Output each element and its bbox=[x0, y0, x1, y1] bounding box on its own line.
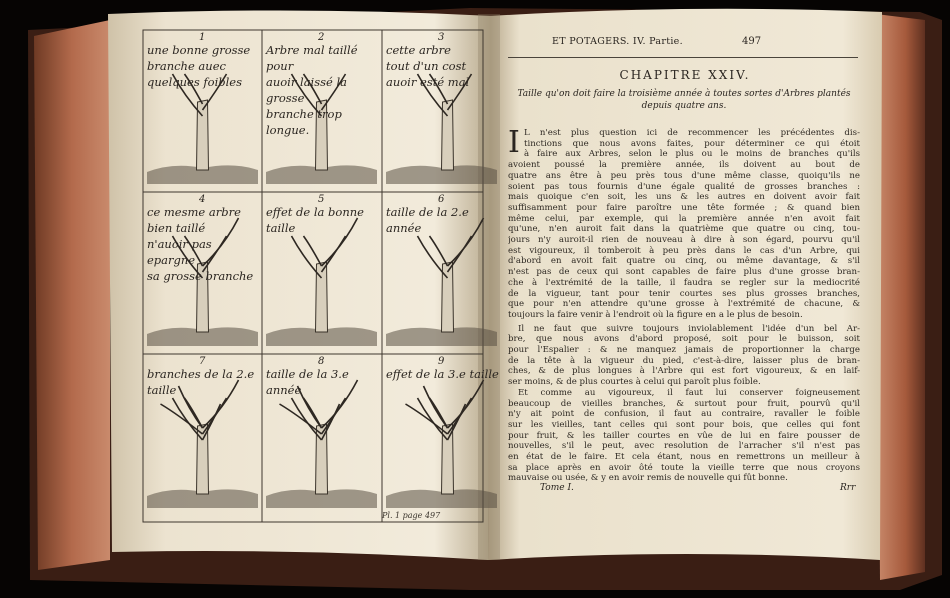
text-line: L n'est plus question ici de recommencer les précédentes dis- bbox=[524, 128, 860, 138]
figure-number: 1 bbox=[199, 32, 206, 43]
text-line: sur les vieilles, tant celles qui sont pour bois, que celles qui font bbox=[508, 419, 860, 430]
text-line: en état de le faire. Et cela étant, nous en remettrons un meilleur à bbox=[508, 452, 860, 462]
figure-caption: taille de la 2.e année bbox=[386, 205, 469, 235]
header-rule bbox=[508, 57, 858, 58]
text-line: bre, que nous avons d'abord proposé, soit pour le buisson, soit bbox=[508, 334, 860, 345]
figure-caption: effet de la bonne taille bbox=[266, 205, 364, 235]
plate-figure bbox=[382, 30, 501, 192]
text-line: sa place après en avoir ôté toute la vieille terre que nous croyons bbox=[508, 462, 860, 473]
left-page-edges bbox=[34, 20, 110, 570]
plate-figure bbox=[143, 354, 262, 516]
text-line: avoient poussé la première année, ils doivent au bout de bbox=[508, 160, 860, 171]
plate-figure bbox=[382, 192, 501, 354]
figure-number: 3 bbox=[438, 32, 445, 43]
text-line: même celui, par exemple, qui la première année n'en avoit fait bbox=[508, 213, 860, 224]
plate-figure bbox=[382, 354, 501, 516]
chapter-subtitle: Taille qu'on doit faire la troisième année à toutes sortes d'Arbres plantés depuis quatre ans. bbox=[517, 89, 851, 111]
figure-caption: une bonne grosse branche auec quelques foibles bbox=[147, 43, 251, 89]
text-line: suffisamment pour faire paroître une tête formée ; & quand bien bbox=[508, 202, 860, 213]
text-line: n'y ait point de confusion, il faut au contraire, ravaller le foible bbox=[508, 409, 860, 420]
text-line: tinctions que nous avons faites, pour déterminer ce qui étoit bbox=[524, 138, 860, 149]
right-page-edges bbox=[876, 14, 925, 580]
plate-figure bbox=[262, 30, 381, 192]
figure-caption: branches de la 2.e taille bbox=[147, 367, 255, 397]
text-line: ser moins, & de plus courtes à celui qui paroît plus foible. bbox=[508, 377, 761, 388]
text-line: Et comme au vigoureux, il faut lui conserver foigneusement bbox=[518, 387, 860, 398]
text-line: jours n'y auroit-il rien de nouveau à dire à son égard, pourvu qu'il bbox=[508, 235, 860, 245]
text-line: mauvaise ou usée, & y en avoir remis de nouvelle qui fût bonne. bbox=[508, 473, 788, 484]
text-line: d'abord en avoit fait quatre ou cinq, ou même davantage, & s'il bbox=[508, 256, 860, 267]
figure-number: 9 bbox=[438, 356, 445, 367]
chapter-title: CHAPITRE XXIV. bbox=[619, 68, 751, 82]
figure-number: 6 bbox=[438, 194, 445, 205]
volume-signature: Tome I. bbox=[540, 483, 574, 493]
text-line: beaucoup de vieilles branches, & surtout pour fruit, pourvû qu'il bbox=[508, 398, 860, 409]
text-line: qu'une, n'en auroit fait dans la quatrième que quatre ou cinq, tou- bbox=[508, 224, 860, 235]
figure-caption: Arbre mal taillé pour auoir laissé la grosse branche trop longue. bbox=[266, 43, 358, 137]
text-line: à faire aux Arbres, selon le plus ou le moins de branches qu'ils bbox=[524, 149, 860, 160]
plate-figure bbox=[143, 192, 262, 354]
figure-caption: taille de la 3.e année bbox=[266, 367, 349, 397]
gathering-signature: Rrr bbox=[840, 483, 856, 493]
text-line: de la tête à la vigueur du pied, c'est-à-dire, laisser plus de bran- bbox=[508, 355, 860, 366]
text-line: pour l'Espalier : & ne manquez jamais de proportionner la charge bbox=[508, 345, 860, 355]
text-line: pour fruit, & les tailler courtes en vûe de lui en faire pousser de bbox=[508, 430, 860, 441]
text-line: toujours la faire venir à l'endroit où la figure en a le plus de besoin. bbox=[508, 309, 803, 320]
text-line: de la vigueur, tant pour tenir courtes ses plus grosses branches, bbox=[508, 288, 860, 299]
text-line: ches, & de plus longues à l'Arbre qui est fort vigoureux, & en laif- bbox=[508, 366, 860, 377]
text-line: mais quoique c'en soit, les uns & les autres en doivent avoir fait bbox=[508, 192, 860, 203]
figure-caption: effet de la 3.e taille bbox=[386, 367, 499, 381]
figure-caption: cette arbre tout d'un cost auoir esté mal bbox=[386, 43, 470, 89]
figure-number: 2 bbox=[318, 32, 325, 43]
drop-capital: I bbox=[508, 125, 520, 160]
text-line: soient pas tous fournis d'une égale qualité de grosses branches : bbox=[508, 181, 860, 192]
text-line: est vigoureux, il tomberoit à peu près dans le cas d'un Arbre, qui bbox=[508, 245, 860, 256]
plate-footnote: Pl. 1 page 497 bbox=[382, 511, 441, 520]
plate-figure bbox=[262, 354, 381, 516]
plate-figure bbox=[143, 30, 262, 192]
plate-figure bbox=[262, 192, 381, 354]
running-head: ET POTAGERS. IV. Partie. bbox=[552, 36, 683, 47]
figure-number: 5 bbox=[318, 194, 325, 205]
text-line: Il ne faut que suivre toujours inviolablement l'idée d'un bel Ar- bbox=[518, 323, 860, 334]
text-line: che à l'extrémité de la taille, il faudra se regler sur la mediocrité bbox=[508, 277, 860, 288]
text-line: nouvelles, s'il le peut, avec resolution de l'arracher s'il n'est pas bbox=[508, 441, 860, 452]
page-number: 497 bbox=[742, 36, 762, 47]
figure-caption: ce mesme arbre bien taillé n'auoir pas epargne sa grosse branche bbox=[147, 205, 254, 283]
text-line: quatre ans être à peu près tous d'une même classe, quoiqu'ils ne bbox=[508, 170, 860, 181]
text-line: n'est pas de ceux qui sont capables de faire plus d'une grosse bran- bbox=[508, 267, 860, 278]
figure-number: 7 bbox=[199, 356, 206, 367]
figure-number: 8 bbox=[318, 356, 325, 367]
text-line: que pour n'en attendre qu'une grosse à l'extrémité de chacune, & bbox=[508, 299, 860, 310]
figure-number: 4 bbox=[199, 194, 206, 205]
